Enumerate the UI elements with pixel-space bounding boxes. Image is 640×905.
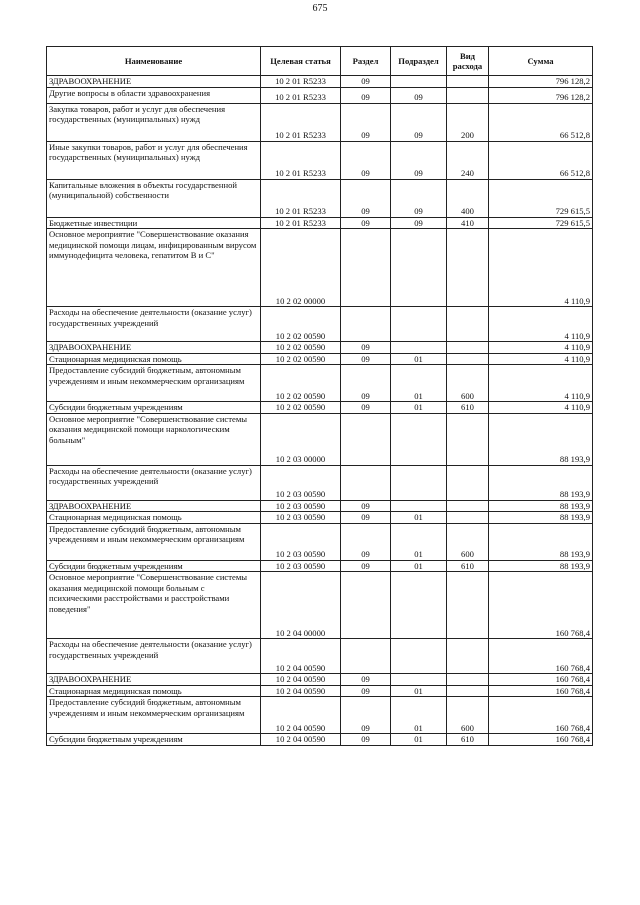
row-name-cell: Субсидии бюджетным учреждениям [47,402,261,414]
table-row [47,674,593,686]
row-sum-cell: 4 110,9 [489,402,593,414]
row-sum-cell: 4 110,9 [489,353,593,365]
table-row [47,500,593,512]
row-subsection-cell: 09 [391,217,447,229]
table-row [47,639,593,674]
row-name-cell: Субсидии бюджетным учреждениям [47,734,261,746]
row-code-cell: 10 2 03 00000 [261,413,341,465]
header-sum: Сумма [489,47,593,76]
row-name-cell: Расходы на обеспечение деятельности (оказание услуг) государственных учреждений [47,639,261,674]
row-subsection-cell: 09 [391,87,447,103]
row-section-cell [341,572,391,639]
row-exp-type-cell [447,512,489,524]
row-exp-type-cell: 610 [447,560,489,572]
row-section-cell: 09 [341,500,391,512]
row-section-cell: 09 [341,365,391,402]
row-sum-cell: 796 128,2 [489,87,593,103]
row-section-cell: 09 [341,76,391,88]
row-exp-type-cell [447,413,489,465]
row-subsection-cell: 09 [391,141,447,179]
row-exp-type-cell: 600 [447,523,489,560]
row-code-cell: 10 2 01 R5233 [261,179,341,217]
header-name: Наименование [47,47,261,76]
table-row [47,572,593,639]
page-number: 675 [312,3,328,14]
row-exp-type-cell: 200 [447,103,489,141]
row-name-cell: ЗДРАВООХРАНЕНИЕ [47,342,261,354]
row-sum-cell: 66 512,8 [489,103,593,141]
table-row [47,512,593,524]
row-code-cell: 10 2 03 00590 [261,560,341,572]
budget-table [46,46,593,746]
row-exp-type-cell [447,342,489,354]
row-subsection-cell: 01 [391,560,447,572]
row-code-cell: 10 2 04 00590 [261,639,341,674]
table-row [47,342,593,354]
row-code-cell: 10 2 03 00590 [261,465,341,500]
row-section-cell: 09 [341,674,391,686]
row-exp-type-cell [447,639,489,674]
row-subsection-cell [391,639,447,674]
row-section-cell: 09 [341,402,391,414]
row-subsection-cell: 09 [391,179,447,217]
row-section-cell: 09 [341,217,391,229]
row-subsection-cell: 09 [391,103,447,141]
row-sum-cell: 88 193,9 [489,523,593,560]
row-exp-type-cell [447,229,489,307]
row-exp-type-cell: 610 [447,402,489,414]
table-row [47,365,593,402]
row-code-cell: 10 2 04 00590 [261,685,341,697]
row-code-cell: 10 2 01 R5233 [261,76,341,88]
table-row [47,179,593,217]
table-row [47,734,593,746]
row-sum-cell: 66 512,8 [489,141,593,179]
row-subsection-cell [391,413,447,465]
row-code-cell: 10 2 04 00000 [261,572,341,639]
row-subsection-cell: 01 [391,365,447,402]
row-name-cell: Основное мероприятие "Совершенствование оказания медицинской помощи лицам, инфицированным вирусом иммунодефицита человека, гепатитом В и С" [47,229,261,307]
row-exp-type-cell: 400 [447,179,489,217]
row-section-cell: 09 [341,697,391,734]
row-sum-cell: 88 193,9 [489,512,593,524]
row-subsection-cell: 01 [391,697,447,734]
row-section-cell: 09 [341,685,391,697]
table-row [47,697,593,734]
row-subsection-cell: 01 [391,353,447,365]
row-exp-type-cell [447,500,489,512]
row-exp-type-cell: 600 [447,697,489,734]
row-name-cell: Предоставление субсидий бюджетным, автономным учреждениям и иным некоммерческим организациям [47,697,261,734]
table-row [47,523,593,560]
row-code-cell: 10 2 04 00590 [261,734,341,746]
row-name-cell: Расходы на обеспечение деятельности (оказание услуг) государственных учреждений [47,465,261,500]
row-sum-cell: 160 768,4 [489,572,593,639]
header-section: Раздел [341,47,391,76]
row-sum-cell: 160 768,4 [489,639,593,674]
row-code-cell: 10 2 02 00590 [261,402,341,414]
row-section-cell: 09 [341,179,391,217]
row-section-cell: 09 [341,342,391,354]
header-code: Целевая статья [261,47,341,76]
row-subsection-cell [391,674,447,686]
row-code-cell: 10 2 03 00590 [261,523,341,560]
row-exp-type-cell [447,685,489,697]
row-sum-cell: 160 768,4 [489,734,593,746]
table-row [47,560,593,572]
row-exp-type-cell [447,87,489,103]
row-subsection-cell [391,229,447,307]
row-sum-cell: 160 768,4 [489,674,593,686]
row-name-cell: Стационарная медицинская помощь [47,353,261,365]
row-name-cell: Капитальные вложения в объекты государственной (муниципальной) собственности [47,179,261,217]
row-subsection-cell [391,342,447,354]
table-row [47,413,593,465]
row-code-cell: 10 2 01 R5233 [261,141,341,179]
row-exp-type-cell [447,353,489,365]
table-header-row [47,47,593,76]
row-section-cell [341,413,391,465]
row-exp-type-cell: 240 [447,141,489,179]
row-code-cell: 10 2 04 00590 [261,697,341,734]
row-code-cell: 10 2 03 00590 [261,512,341,524]
table-row [47,87,593,103]
row-section-cell: 09 [341,523,391,560]
row-name-cell: Стационарная медицинская помощь [47,685,261,697]
row-section-cell: 09 [341,734,391,746]
row-sum-cell: 4 110,9 [489,342,593,354]
row-name-cell: ЗДРАВООХРАНЕНИЕ [47,500,261,512]
table-row [47,307,593,342]
row-code-cell: 10 2 02 00000 [261,229,341,307]
row-subsection-cell [391,307,447,342]
row-subsection-cell: 01 [391,734,447,746]
header-exp-type: Вид расхода [447,47,489,76]
row-sum-cell: 88 193,9 [489,560,593,572]
row-code-cell: 10 2 02 00590 [261,365,341,402]
row-code-cell: 10 2 03 00590 [261,500,341,512]
row-sum-cell: 4 110,9 [489,229,593,307]
row-sum-cell: 88 193,9 [489,413,593,465]
header-subsection: Подраздел [391,47,447,76]
row-section-cell: 09 [341,141,391,179]
row-name-cell: Иные закупки товаров, работ и услуг для обеспечения государственных (муниципальных) нужд [47,141,261,179]
row-code-cell: 10 2 01 R5233 [261,103,341,141]
table-row [47,76,593,88]
row-exp-type-cell [447,76,489,88]
row-exp-type-cell: 600 [447,365,489,402]
row-sum-cell: 4 110,9 [489,307,593,342]
row-subsection-cell: 01 [391,523,447,560]
row-exp-type-cell: 610 [447,734,489,746]
table-row [47,353,593,365]
row-exp-type-cell [447,307,489,342]
row-sum-cell: 88 193,9 [489,500,593,512]
row-section-cell: 09 [341,353,391,365]
row-subsection-cell: 01 [391,512,447,524]
row-code-cell: 10 2 02 00590 [261,342,341,354]
row-sum-cell: 88 193,9 [489,465,593,500]
row-exp-type-cell [447,465,489,500]
row-sum-cell: 4 110,9 [489,365,593,402]
row-section-cell [341,639,391,674]
row-subsection-cell [391,500,447,512]
row-name-cell: Предоставление субсидий бюджетным, автономным учреждениям и иным некоммерческим организациям [47,365,261,402]
row-exp-type-cell: 410 [447,217,489,229]
table-row [47,103,593,141]
row-section-cell: 09 [341,103,391,141]
row-subsection-cell: 01 [391,685,447,697]
row-name-cell: Основное мероприятие "Совершенствование системы оказания медицинской помощи наркологическим больным" [47,413,261,465]
row-section-cell [341,465,391,500]
row-subsection-cell [391,572,447,639]
row-name-cell: ЗДРАВООХРАНЕНИЕ [47,674,261,686]
table-row [47,141,593,179]
row-sum-cell: 729 615,5 [489,217,593,229]
row-code-cell: 10 2 02 00590 [261,307,341,342]
row-subsection-cell [391,465,447,500]
row-exp-type-cell [447,572,489,639]
table-row [47,229,593,307]
row-section-cell: 09 [341,560,391,572]
row-name-cell: Бюджетные инвестиции [47,217,261,229]
row-code-cell: 10 2 01 R5233 [261,87,341,103]
row-code-cell: 10 2 04 00590 [261,674,341,686]
table-row [47,217,593,229]
row-code-cell: 10 2 01 R5233 [261,217,341,229]
row-name-cell: Расходы на обеспечение деятельности (оказание услуг) государственных учреждений [47,307,261,342]
row-sum-cell: 160 768,4 [489,697,593,734]
row-name-cell: Стационарная медицинская помощь [47,512,261,524]
row-name-cell: Закупка товаров, работ и услуг для обеспечения государственных (муниципальных) нужд [47,103,261,141]
table-body [47,76,593,746]
row-sum-cell: 796 128,2 [489,76,593,88]
row-subsection-cell: 01 [391,402,447,414]
table-row [47,465,593,500]
table-row [47,685,593,697]
row-exp-type-cell [447,674,489,686]
row-section-cell [341,307,391,342]
row-sum-cell: 729 615,5 [489,179,593,217]
row-section-cell: 09 [341,87,391,103]
row-name-cell: Предоставление субсидий бюджетным, автономным учреждениям и иным некоммерческим организациям [47,523,261,560]
row-name-cell: Субсидии бюджетным учреждениям [47,560,261,572]
row-code-cell: 10 2 02 00590 [261,353,341,365]
row-name-cell: Другие вопросы в области здравоохранения [47,87,261,103]
row-section-cell: 09 [341,512,391,524]
row-name-cell: Основное мероприятие "Совершенствование системы оказания медицинской помощи больным с психическими расстройствами и расстройствами поведения" [47,572,261,639]
row-name-cell: ЗДРАВООХРАНЕНИЕ [47,76,261,88]
row-subsection-cell [391,76,447,88]
table-row [47,402,593,414]
row-sum-cell: 160 768,4 [489,685,593,697]
row-section-cell [341,229,391,307]
